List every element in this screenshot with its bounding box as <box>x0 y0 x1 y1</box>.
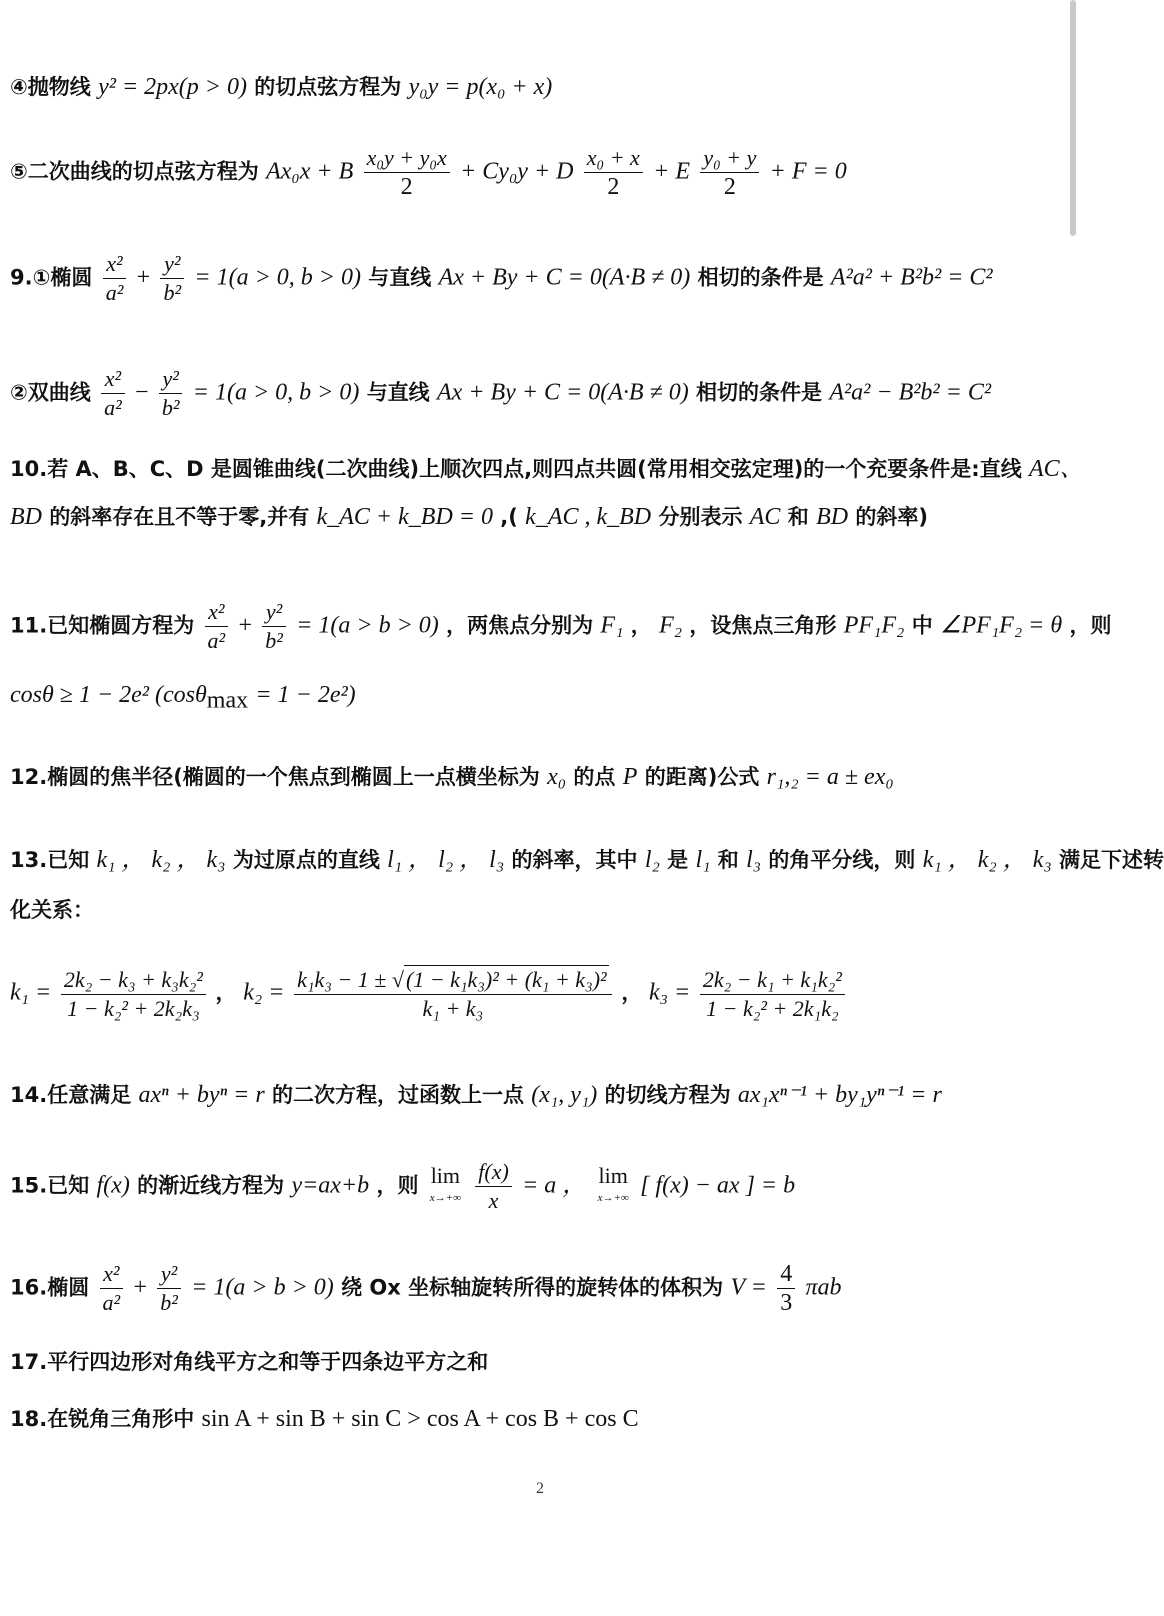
item-10-line-1: 10.若 A、B、C、D 是圆锥曲线(二次曲线)上顺次四点,则四点共圆(常用相交弦定理)的一个充要条件是:直线 AC、 <box>10 456 1084 482</box>
item-15: 15.已知 f(x) 的渐近线方程为 y=ax+b ，则 lim x→+∞ $\frac{f(x)}{x}$ = a ， lim x→+∞ [ f(x) − ax ] = b <box>10 1159 796 1213</box>
fraction: $\frac{\text{2k₂ − k₃ + k₃k₂²}}{\text{1 − k₂² + 2k₂k₃}}$ <box>61 966 206 1023</box>
fraction: $\frac{\text{y²}}{\text{b²}}$ <box>157 1260 181 1317</box>
item-14: 14.任意满足 axⁿ + byⁿ = r 的二次方程，过函数上一点 (x₁, y₁) 的切线方程为 ax₁xⁿ⁻¹ + by₁yⁿ⁻¹ = r <box>10 1082 942 1108</box>
item-9-ellipse: 9.①椭圆 $\frac{\text{x²}}{\text{a²}}$ + $\frac{\text{y²}}{\text{b²}}$ = 1(a > 0, b > 0) 与直线 Ax + By + C = 0(A·B ≠ 0) 相切的条件是 A²a² + B²b² = C² <box>10 251 993 305</box>
limit: lim x→+∞ <box>597 1162 629 1204</box>
item-11-line-1: 11.已知椭圆方程为 $\frac{\text{x²}}{\text{a²}}$ + $\frac{\text{y²}}{\text{b²}}$ = 1(a > b > 0) ，两焦点分别为 F₁ ， F₂ ，设焦点三角形 PF₁F₂ 中 ∠PF₁F₂ = θ ，则 <box>10 599 1112 653</box>
item-11-line-2: cosθ ≥ 1 − 2e² (cosθ$_{max}$ = 1 − 2e²) <box>10 682 356 714</box>
item-13-formulas: k₁ = $\frac{\text{2k₂ − k₃ + k₃k₂²}}{\text{1 − k₂² + 2k₂k₃}}$ ， k₂ = $\frac{\text{k₁k₃ − 1 ± √(1 − k₁k₃)² + (k₁ + k₃)²}}{\text{k₁ + k₃}}$ ， k₃ = $\frac{\text{2k₂ − k₁ + k₁k₂²}}{\text{1 − k₂² + 2k₁k₂}}$ <box>10 965 848 1023</box>
item-13-line-1: 13.已知 k₁ ， k₂ ， k₃ 为过原点的直线 l₁ ， l₂ ， l₃ 的斜率，其中 l₂ 是 l₁ 和 l₃ 的角平分线，则 k₁ ， k₂ ， k₃ 满足下述转 <box>10 847 1164 873</box>
limit: lim x→+∞ <box>429 1162 461 1204</box>
fraction: $\frac{f(x)}{x}$ <box>475 1158 512 1215</box>
fraction: $\frac{\text{x²}}{\text{a²}}$ <box>103 250 127 307</box>
fraction: $\frac{4}{3}$ <box>777 1260 795 1317</box>
item-5: ⑤二次曲线的切点弦方程为 Ax₀x + B $\frac{\text{x₀y + y₀x}}{2}$ + Cy₀y + D $\frac{\text{x₀ + x}}{2}$ + E $\frac{\text{y₀ + y}}{2}$ + F = 0 <box>10 145 847 200</box>
item-17: 17.平行四边形对角线平方之和等于四条边平方之和 <box>10 1350 489 1374</box>
fraction: $\frac{\text{x₀y + y₀x}}{2}$ <box>364 144 450 201</box>
fraction: $\frac{\text{y₀ + y}}{2}$ <box>700 144 759 201</box>
item-16: 16.椭圆 $\frac{\text{x²}}{\text{a²}}$ + $\frac{\text{y²}}{\text{b²}}$ = 1(a > b > 0) 绕 Ox 坐标轴旋转所得的旋转体的体积为 V = $\frac{4}{3}$ πab <box>10 1261 842 1316</box>
fraction: $\frac{\text{2k₂ − k₁ + k₁k₂²}}{\text{1 − k₂² + 2k₁k₂}}$ <box>700 966 845 1023</box>
page-number: 2 <box>536 1480 544 1497</box>
item-18: 18.在锐角三角形中 sin A + sin B + sin C > cos A + cos B + cos C <box>10 1406 639 1432</box>
fraction: $\frac{\text{x²}}{\text{a²}}$ <box>100 1260 124 1317</box>
fraction: $\frac{\text{y²}}{\text{b²}}$ <box>160 250 184 307</box>
scrollbar[interactable] <box>1070 0 1076 236</box>
item-13-line-2: 化关系： <box>10 898 94 922</box>
fraction: $\frac{\text{k₁k₃ − 1 ± √(1 − k₁k₃)² + (k₁ + k₃)²}}{\text{k₁ + k₃}}$ <box>294 965 612 1023</box>
fraction: $\frac{\text{y²}}{\text{b²}}$ <box>262 598 286 655</box>
fraction: $\frac{\text{y²}}{\text{b²}}$ <box>159 365 183 422</box>
fraction: $\frac{\text{x²}}{\text{a²}}$ <box>101 365 125 422</box>
item-4: ④抛物线 y² = 2px(p > 0) 的切点弦方程为 y₀y = p(x₀ + x) <box>10 74 553 100</box>
item-12: 12.椭圆的焦半径(椭圆的一个焦点到椭圆上一点横坐标为 x₀ 的点 P 的距离)公式 r₁,₂ = a ± ex₀ <box>10 764 894 790</box>
item-10-line-2: BD 的斜率存在且不等于零,并有 k_AC + k_BD = 0 ,( k_AC , k_BD 分别表示 AC 和 BD 的斜率) <box>10 504 928 530</box>
item-9-hyperbola: ②双曲线 $\frac{\text{x²}}{\text{a²}}$ − $\frac{\text{y²}}{\text{b²}}$ = 1(a > 0, b > 0) 与直线 Ax + By + C = 0(A·B ≠ 0) 相切的条件是 A²a² − B²b² = C² <box>10 366 992 420</box>
fraction: $\frac{\text{x²}}{\text{a²}}$ <box>205 598 229 655</box>
fraction: $\frac{\text{x₀ + x}}{2}$ <box>584 144 643 201</box>
